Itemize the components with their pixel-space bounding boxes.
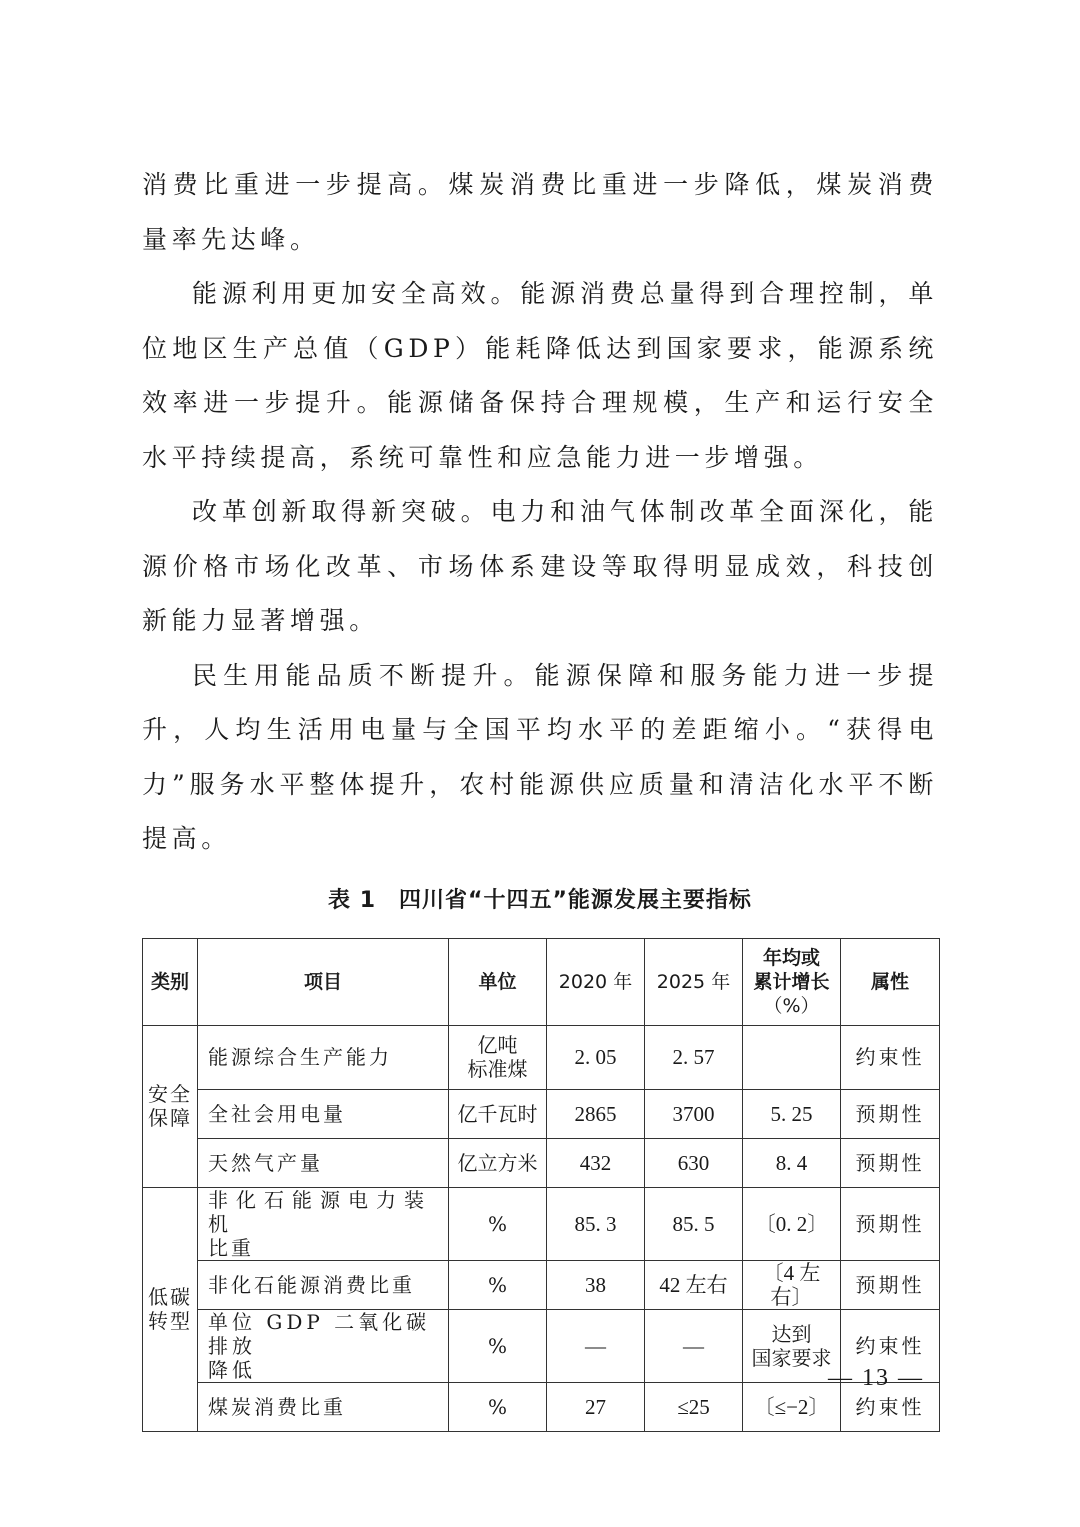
cell-unit: %: [449, 1260, 547, 1309]
unit-line: 亿吨: [477, 1033, 518, 1057]
category-line: 低碳: [148, 1285, 192, 1309]
growth-line: 国家要求: [751, 1345, 832, 1370]
category-low-carbon: [143, 1187, 198, 1431]
cell-attribute: 预期性: [841, 1187, 940, 1260]
table-row: [143, 1025, 940, 1089]
cell-2025: ≤25: [645, 1382, 743, 1431]
document-page: [142, 158, 938, 1432]
cell-growth: 〔≤−2〕: [743, 1382, 841, 1431]
table-row: [143, 1382, 940, 1431]
paragraph: 改革创新取得新突破。电力和油气体制改革全面深化，能源价格市场化改革、市场体系建设等取得明显成效，科技创新能力显著增强。: [142, 497, 938, 635]
table-header-row: [143, 938, 940, 1025]
category-line: 保障: [148, 1106, 192, 1130]
growth-line: 达到: [771, 1321, 812, 1346]
cell-unit: 亿千瓦时: [449, 1089, 547, 1138]
header-attribute: 属性: [841, 938, 940, 1025]
header-2025: 2025 年: [645, 938, 743, 1025]
table-title: 表 1 四川省“十四五”能源发展主要指标: [328, 887, 752, 913]
header-item: 项目: [198, 938, 449, 1025]
cell-item: 能源综合生产能力: [198, 1025, 449, 1089]
cell-2020: —: [547, 1309, 645, 1382]
cell-item: 全社会用电量: [198, 1089, 449, 1138]
table-row: [143, 1309, 940, 1382]
cell-attribute: 约束性: [841, 1382, 940, 1431]
cell-2025: 630: [645, 1138, 743, 1187]
paragraph: 消费比重进一步提高。煤炭消费比重进一步降低，煤炭消费量率先达峰。: [142, 170, 938, 254]
page-number: — 13 —: [828, 1365, 924, 1391]
paragraph: 能源利用更加安全高效。能源消费总量得到合理控制，单位地区生产总值（GDP）能耗降低达到国家要求，能源系统效率进一步提升。能源储备保持合理规模，生产和运行安全水平持续提高，系统可靠性和应急能力进一步增强。: [142, 279, 938, 472]
cell-attribute: 约束性: [841, 1309, 940, 1382]
cell-attribute: 预期性: [841, 1138, 940, 1187]
cell-2025: 85. 5: [645, 1187, 743, 1260]
cell-attribute: 预期性: [841, 1089, 940, 1138]
cell-2020: 38: [547, 1260, 645, 1309]
paragraph: 民生用能品质不断提升。能源保障和服务能力进一步提升，人均生活用电量与全国平均水平的差距缩小。“获得电力”服务水平整体提升，农村能源供应质量和清洁化水平不断提高。: [142, 660, 938, 853]
cell-growth: 〔0. 2〕: [743, 1187, 841, 1260]
cell-unit: %: [449, 1309, 547, 1382]
cell-unit: 亿立方米: [449, 1138, 547, 1187]
cell-growth: [743, 1309, 841, 1382]
item-line: 比重: [208, 1235, 254, 1260]
table-row: [143, 1260, 940, 1309]
header-growth-line1: 年均或: [762, 946, 820, 969]
table-row: [143, 1138, 940, 1187]
header-growth-line3: （%）: [763, 994, 820, 1017]
cell-2020: 27: [547, 1382, 645, 1431]
cell-item: [198, 1309, 449, 1382]
indicators-table: [142, 938, 940, 1432]
cell-attribute: 预期性: [841, 1260, 940, 1309]
unit-line: 标准煤: [467, 1057, 528, 1081]
cell-unit: [449, 1025, 547, 1089]
cell-growth: [743, 1025, 841, 1089]
cell-2025: 42 左右: [645, 1260, 743, 1309]
header-category: 类别: [143, 938, 198, 1025]
cell-item: 煤炭消费比重: [198, 1382, 449, 1431]
cell-2020: 2865: [547, 1089, 645, 1138]
table-row: [143, 1187, 940, 1260]
header-2020: 2020 年: [547, 938, 645, 1025]
table-row: [143, 1089, 940, 1138]
cell-attribute: 约束性: [841, 1025, 940, 1089]
item-line: 降低: [208, 1357, 256, 1382]
category-line: 转型: [148, 1309, 192, 1333]
cell-2025: 2. 57: [645, 1025, 743, 1089]
cell-item: 非化石能源消费比重: [198, 1260, 449, 1309]
cell-growth: 8. 4: [743, 1138, 841, 1187]
cell-unit: %: [449, 1382, 547, 1431]
category-security: [143, 1025, 198, 1187]
cell-growth: 5. 25: [743, 1089, 841, 1138]
category-line: 安全: [148, 1082, 192, 1106]
header-unit: 单位: [449, 938, 547, 1025]
cell-growth: 〔4 左右〕: [743, 1260, 841, 1309]
cell-2020: 2. 05: [547, 1025, 645, 1089]
item-line: 单位 GDP 二氧化碳排放: [208, 1309, 431, 1358]
cell-2020: 85. 3: [547, 1187, 645, 1260]
cell-item: [198, 1187, 449, 1260]
cell-2020: 432: [547, 1138, 645, 1187]
cell-unit: %: [449, 1187, 547, 1260]
header-growth-line2: 累计增长: [753, 970, 830, 993]
item-line: 非化石能源电力装机: [208, 1187, 432, 1236]
cell-2025: —: [645, 1309, 743, 1382]
cell-2025: 3700: [645, 1089, 743, 1138]
header-growth: [743, 938, 841, 1025]
cell-item: 天然气产量: [198, 1138, 449, 1187]
